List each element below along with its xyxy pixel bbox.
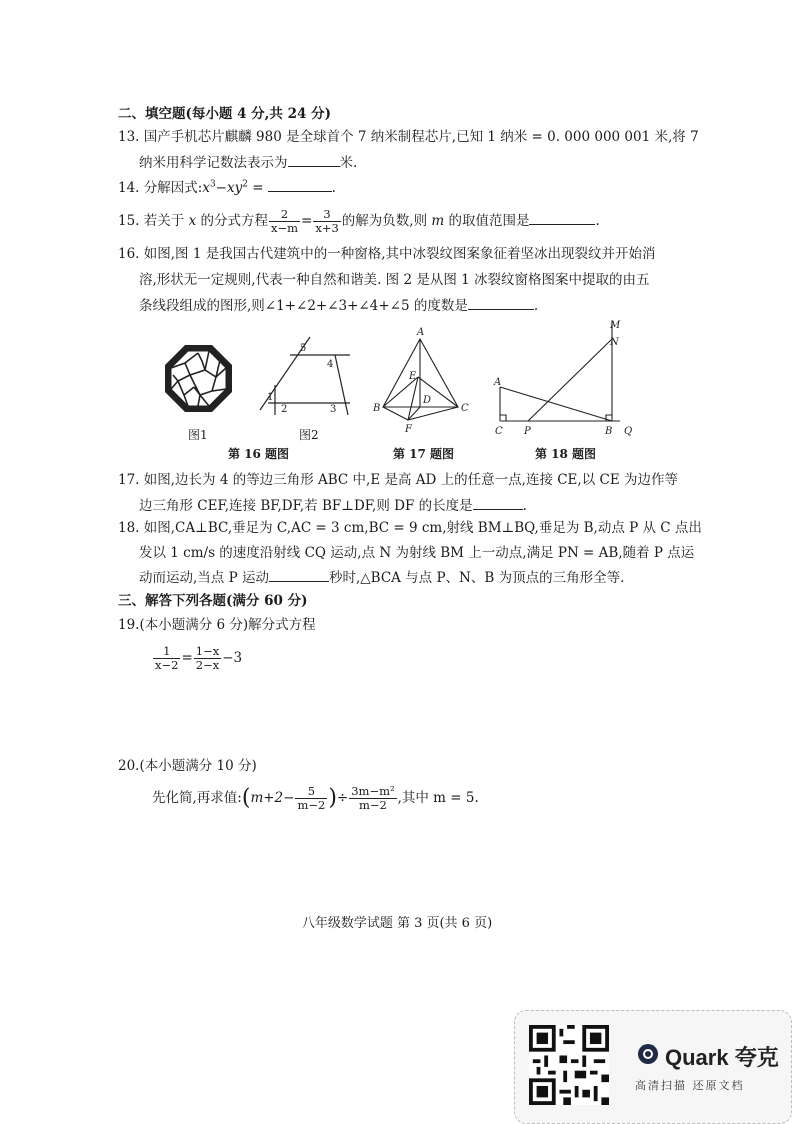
q17-line1: 17. 如图,边长为 4 的等边三角形 ABC 中,E 是高 AD 上的任意一点,连接 CE,以 CE 为边作等 xyxy=(118,472,678,488)
q14-prefix: 14. 分解因式: xyxy=(118,180,203,196)
fig17-caption: 第 17 题图 xyxy=(393,447,455,461)
q14-var-xy: xy xyxy=(226,180,243,196)
q19-fraction-2: $\frac{1-x}{2-x}$ xyxy=(195,644,220,672)
q18-line3 xyxy=(139,567,624,588)
q15-suffix: 的解为负数,则 xyxy=(341,213,432,229)
fig2-label-5: 5 xyxy=(300,343,307,354)
fig17-point-A: A xyxy=(417,327,425,338)
q19-title: 19.(本小题满分 6 分)解分式方程 xyxy=(118,617,316,633)
fig2-label-3: 3 xyxy=(330,404,337,415)
q15-line: 15. 若关于 x 的分式方程 $\frac{2}{x-m}$ = $\frac{3}{x+3}$ 的解为负数,则 m 的取值范围是 . xyxy=(118,207,600,235)
fig18-point-P: P xyxy=(524,426,531,437)
q15-var-x: x xyxy=(188,213,197,229)
fig17-triangle xyxy=(383,339,458,420)
q15-tail: 的取值范围是 xyxy=(444,213,530,229)
figures-area xyxy=(150,315,650,440)
fig18-point-Q: Q xyxy=(624,426,633,437)
fig18-point-A: A xyxy=(494,377,502,388)
fig18-right-triangles xyxy=(500,321,620,421)
q19-equation xyxy=(152,640,242,676)
q20-div: ÷ xyxy=(336,790,349,806)
section-heading-solutions: 三、解答下列各题(满分 60 分) xyxy=(118,593,308,609)
q18-text-b: 秒时,△BCA 与点 P、N、B 为顶点的三角形全等. xyxy=(328,570,625,586)
fig2-label-2: 2 xyxy=(281,404,288,415)
q14-equals: = xyxy=(247,180,264,196)
q13-text-a: 纳米用科学记数法表示为 xyxy=(139,155,288,171)
q16-answer-blank[interactable] xyxy=(468,295,534,310)
q16-text: 条线段组成的图形,则∠1+∠2+∠3+∠4+∠5 的度数是 xyxy=(139,298,468,314)
fig17-point-C: C xyxy=(461,403,469,414)
fig17-point-D: D xyxy=(423,395,432,406)
fig17-point-B: B xyxy=(373,403,381,414)
q14-exp-2: 2 xyxy=(242,179,248,190)
q15-answer-blank[interactable] xyxy=(529,210,595,225)
q18-text-a: 动而运动,当点 P 运动 xyxy=(139,570,269,586)
q18-answer-blank[interactable] xyxy=(269,567,329,582)
q16-line2: 溶,形状无一定规则,代表一种自然和谐美. 图 2 是从图 1 冰裂纹窗格图案中提取的由五 xyxy=(139,272,650,288)
q20-tail: ,其中 m = 5. xyxy=(397,790,479,806)
q18-line1: 18. 如图,CA⊥BC,垂足为 C,AC = 3 cm,BC = 9 cm,射线 BM⊥BQ,垂足为 B,动点 P 从 C 点出 xyxy=(118,520,702,536)
fig18-point-M: M xyxy=(610,320,621,331)
fig18-point-N: N xyxy=(610,337,619,348)
q14-exp-3: 3 xyxy=(209,179,216,190)
q15-fraction-1: $\frac{2}{x-m}$ xyxy=(270,207,299,235)
q13-answer-blank[interactable] xyxy=(288,152,340,167)
q13-line1: 13. 国产手机芯片麒麟 980 是全球首个 7 纳米制程芯片,已知 1 纳米 = 0. 000 000 001 米,将 7 xyxy=(118,129,699,145)
q20-expression: 先化简,再求值:(m+2− $\frac{5}{m-2}$ )÷ $\frac{\text{3m−m²}}{m-2}$ ,其中 m = 5. xyxy=(152,784,479,812)
fig1-label: 图1 xyxy=(188,428,208,442)
page-footer: 八年级数学试题 第 3 页(共 6 页) xyxy=(301,916,493,931)
fig17-point-E: E xyxy=(409,371,417,382)
q13-line2 xyxy=(139,152,357,173)
q20-fraction-1: $\frac{5}{m-2}$ xyxy=(297,784,326,812)
q20-prefix: 先化简,再求值: xyxy=(152,790,242,806)
fig2-label: 图2 xyxy=(299,428,319,442)
fig16-caption: 第 16 题图 xyxy=(228,447,290,461)
q15-prefix: 15. 若关于 xyxy=(118,213,189,229)
q15-var-m: m xyxy=(431,213,445,229)
q16-line3: 条线段组成的图形,则∠1+∠2+∠3+∠4+∠5 的度数是 . xyxy=(139,295,538,316)
section-heading-fill-blank: 二、填空题(每小题 4 分,共 24 分) xyxy=(118,106,331,122)
quark-logo-icon xyxy=(637,1043,659,1065)
q15-fraction-2: $\frac{3}{x+3}$ xyxy=(315,207,339,235)
q14-minus: − xyxy=(215,180,227,196)
q20-m-plus-2: m+2− xyxy=(250,790,295,806)
fig1-window-lattice xyxy=(165,345,232,412)
fig18-point-B: B xyxy=(605,426,613,437)
q19-eq: = xyxy=(181,650,193,666)
quark-watermark[interactable] xyxy=(514,1010,792,1124)
fig2-label-4: 4 xyxy=(327,359,334,370)
q15-eq: = xyxy=(301,213,313,229)
q16-line1: 16. 如图,图 1 是我国古代建筑中的一种窗格,其中冰裂纹图案象征着坚冰出现裂纹并开始消 xyxy=(118,246,656,262)
qr-code-icon[interactable] xyxy=(529,1025,609,1105)
q17-text: 边三角形 CEF,连接 BF,DF,若 BF⊥DF,则 DF 的长度是 xyxy=(139,498,473,514)
q17-line2: 边三角形 CEF,连接 BF,DF,若 BF⊥DF,则 DF 的长度是 . xyxy=(139,495,527,516)
fig17-point-F: F xyxy=(405,424,412,435)
fig18-caption: 第 18 题图 xyxy=(535,447,597,461)
q13-text-b: 米. xyxy=(339,155,358,171)
q14-var-x: x xyxy=(202,180,210,196)
quark-slogan: 高清扫描 还原文档 xyxy=(635,1079,745,1092)
q19-fraction-1: $\frac{1}{x-2}$ xyxy=(155,644,179,672)
fig18-point-C: C xyxy=(495,426,503,437)
q18-line2: 发以 1 cm/s 的速度沿射线 CQ 运动,点 N 为射线 BM 上一动点,满足 PN = AB,随着 P 点运 xyxy=(139,545,695,561)
q20-title: 20.(本小题满分 10 分) xyxy=(118,758,257,774)
q15-mid: 的分式方程 xyxy=(196,213,268,229)
quark-brand-text: Quark 夸克 xyxy=(665,1045,779,1070)
q17-answer-blank[interactable] xyxy=(473,495,523,510)
q14-line: 14. 分解因式$:x^3-xy^2$ = . xyxy=(118,177,336,198)
fig2-label-1: 1 xyxy=(267,392,274,403)
q20-fraction-2: $\frac{\text{3m−m²}}{m-2}$ xyxy=(351,784,395,812)
q14-answer-blank[interactable] xyxy=(268,177,332,192)
q19-tail: −3 xyxy=(222,650,243,666)
